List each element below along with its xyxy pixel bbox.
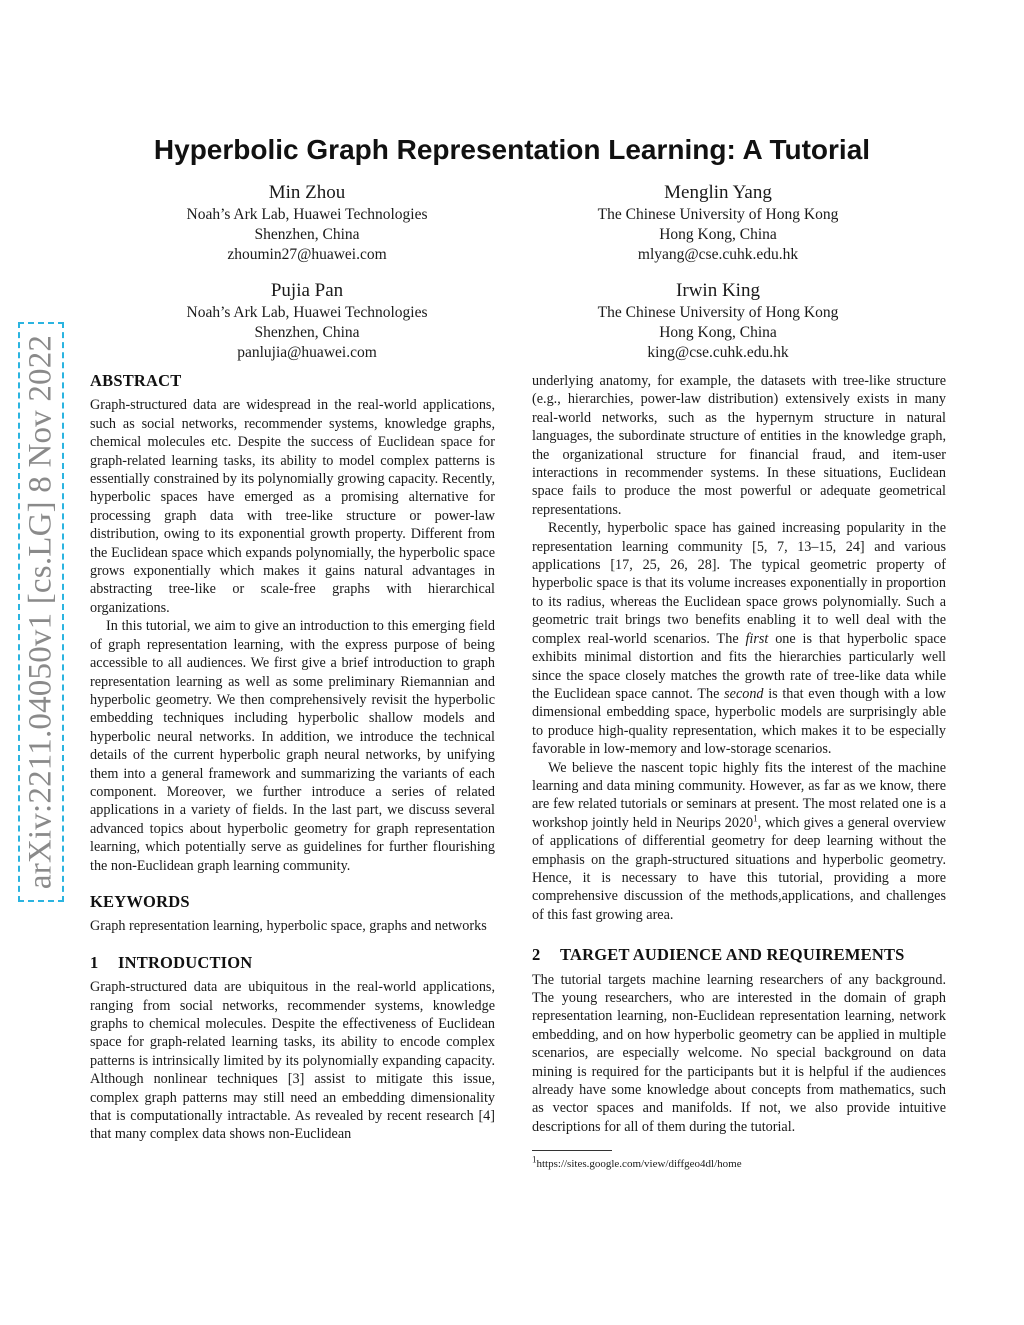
abstract-heading: ABSTRACT: [90, 371, 182, 390]
author-name: Min Zhou: [268, 182, 346, 203]
author-block: [117, 279, 497, 363]
section-number: 2: [532, 945, 541, 965]
section-number: 1: [90, 952, 99, 972]
intro-paragraph: Recently, hyperbolic space has gained increasing popularity in the representation learning community [5, 7, 13–15, 24] and various applications [17, 25, 26, 28]. The typical geometric property of hyperbolic space is that its volume increases exponentially in proportion to its radius, whereas the Euclidean space grows polynomially. Such a geometric trait brings two benefits enabling it to well deal with the complex real-world scenarios. The first one is that hyperbolic space exhibits minimal distortion and fits the hierarchies particularly well since the space closely matches the growth rate of tree-like data while the Euclidean space cannot. The second is that even though with a low dimensional embedding space, hyperbolic models are surprisingly able to produce high-quality representation, which makes it to be especially favorable in low-memory and low-storage scenarios.: [532, 520, 947, 758]
footnote-rule: [532, 1150, 612, 1151]
author-affiliation: Noah’s Ark Lab, Huawei Technologies: [186, 206, 428, 223]
spacer: [532, 924, 946, 946]
author-location: Shenzhen, China: [254, 324, 360, 341]
abstract-paragraph: In this tutorial, we aim to give an introduction to this emerging field of graph representation learning, with the express purpose of being accessible to all audiences. We first give a brief introduction to graph representation learning as well as some preliminary Riemannian and hyperbolic geometry. We then comprehensively revisit the hyperbolic embedding techniques including hyperbolic shallow models and hyperbolic neural networks. In addition, we introduce the technical details of the current hyperbolic graph neural networks, by unifying them into a general framework and summarizing the variants of each component. Moreover, we further introduce a series of related applications in a variety of fields. In the last part, we discuss several advanced topics about hyperbolic geometry for graph representation learning, which potentially serve as guidelines for further flourishing the non-Euclidean graph learning community.: [90, 618, 495, 874]
author-email: panlujia@huawei.com: [237, 344, 377, 361]
intro-paragraph: Graph-structured data are ubiquitous in the real-world applications, ranging from social networks, recommender systems, knowledge graphs to chemical molecules. Despite the effectiveness of Euclidean space for graph-related learning tasks, its ability to encode complex patterns is intrinsically limited by its polynomially expanding capacity. Although nonlinear techniques [3] assist to mitigate this issue, complex graph patterns may still need an embedding dimensionality that is computationally intractable. As revealed by recent research [4] that many complex data shows non-Euclidean: [90, 979, 495, 1143]
footnote: $^1$https://sites.google.com/view/diffgeo4dl/home: [532, 1154, 742, 1171]
emphasis-second: second: [724, 685, 764, 702]
author-block: [528, 181, 908, 265]
left-column: [90, 372, 495, 1144]
footnote-url[interactable]: https://sites.google.com/view/diffgeo4dl/home: [536, 1158, 742, 1171]
intro-heading: [90, 954, 495, 972]
intro-paragraph: underlying anatomy, for example, the datasets with tree-like structure (e.g., hierarchies, power-law distribution) extensively exists in many real-world networks, such as the hypernym structure in natural languages, the subordinate structure of entities in the knowledge graph, the organizational structure for financial fraud, and item-user interactions in recommender systems. In these situations, Euclidean space fails to produce the most powerful or adequate geometrical representations.: [532, 373, 946, 518]
keywords-text: Graph representation learning, hyperbolic space, graphs and networks: [90, 918, 487, 935]
right-column: [532, 372, 946, 1171]
author-email: zhoumin27@huawei.com: [227, 246, 387, 263]
section-title: INTRODUCTION: [118, 952, 253, 972]
author-email: king@cse.cuhk.edu.hk: [647, 344, 789, 361]
author-email: mlyang@cse.cuhk.edu.hk: [637, 246, 799, 263]
emphasis-first: first: [745, 630, 769, 647]
intro-paragraph: We believe the nascent topic highly fits the interest of the machine learning and data mining community. However, as far as we know, there are few related tutorials or seminars at present. The most related one is a workshop jointly held in Neurips 2020$^1$, which gives a general overview of applications of differential geometry for deep learning without the emphasis on the graph-structured situations and hyperbolic geometry. Hence, it is necessary to have this tutorial, providing a more comprehensive discussion of the methods,applications, and challenges of this fast growing area.: [532, 759, 947, 923]
author-block: [117, 181, 497, 265]
author-location: Hong Kong, China: [659, 324, 777, 341]
arxiv-id: arXiv:2211.04050v1 [cs.LG] 8 Nov 2022: [22, 334, 59, 890]
audience-paragraph: The tutorial targets machine learning researchers of any background. The young researchers, who are interested in the domain of graph representation learning, non-Euclidean representation learning, network embedding, and on how hyperbolic geometry can be applied in multiple scenarios, are especially welcome. No special background on data mining is required for the participants but it is helpful if the audiences already have some knowledge about concepts from mathematics, such as vector spaces and manifolds. If not, we also provide intuitive descriptions for all of them during the tutorial.: [532, 971, 946, 1135]
author-name: Irwin King: [676, 280, 760, 301]
author-affiliation: The Chinese University of Hong Kong: [597, 206, 839, 223]
spacer: [90, 875, 495, 893]
arxiv-stamp: [18, 322, 64, 902]
author-block: [528, 279, 908, 363]
author-name: Pujia Pan: [270, 280, 344, 301]
footnote-marker: 1: [753, 813, 758, 824]
keywords-heading: KEYWORDS: [90, 891, 190, 911]
abstract-paragraph: Graph-structured data are widespread in the real-world applications, such as social networks, recommender systems, knowledge graphs, chemical molecules etc. Despite the success of Euclidean space for graph-related learning tasks, its ability to model complex patterns is essentially constrained by its polynomially growing capacity. Recently, hyperbolic spaces have emerged as a promising alternative for processing graph data with tree-like structure or power-law distribution, owing to its exponential growth property. Different from the Euclidean space which expands polynomially, the hyperbolic space grows exponentially which makes it gains natural advantages in abstracting tree-like or scale-free graphs with hierarchical organizations.: [90, 397, 495, 616]
spacer: [90, 936, 495, 954]
audience-heading: [532, 946, 946, 964]
author-affiliation: Noah’s Ark Lab, Huawei Technologies: [186, 304, 428, 321]
author-name: Menglin Yang: [664, 182, 772, 203]
paper-title: Hyperbolic Graph Representation Learning: A Tutorial: [153, 134, 871, 165]
author-location: Shenzhen, China: [254, 226, 360, 243]
author-affiliation: The Chinese University of Hong Kong: [597, 304, 839, 321]
section-title: TARGET AUDIENCE AND REQUIREMENTS: [560, 945, 905, 965]
author-location: Hong Kong, China: [659, 226, 777, 243]
